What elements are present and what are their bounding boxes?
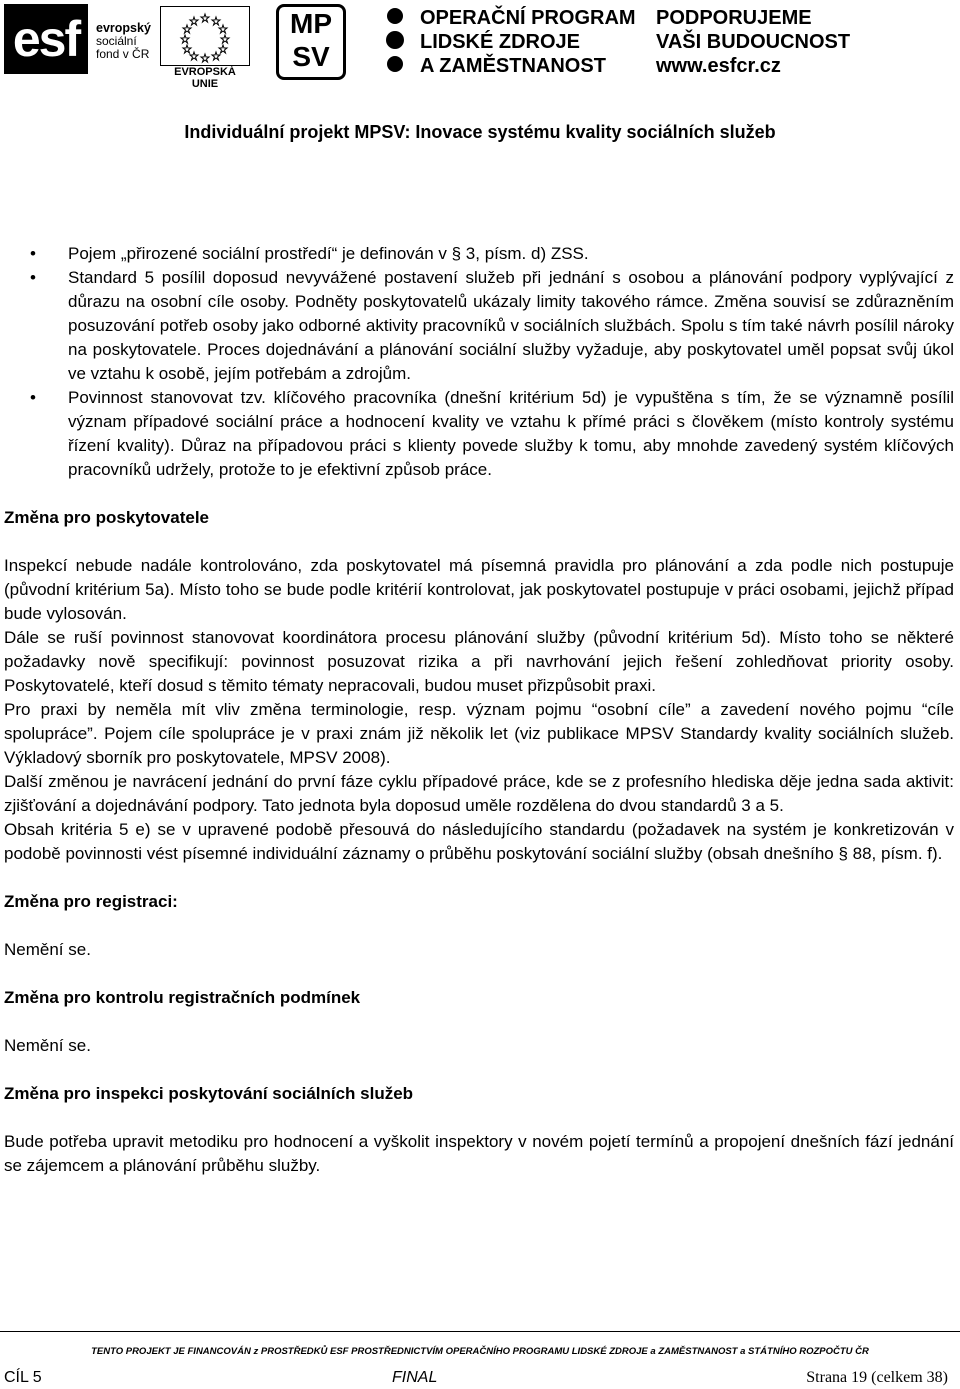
paragraph: Obsah kritéria 5 e) se v upravené podobě přesouvá do následujícího standardu (požadavek na systém je konkretizován v podobě povinnosti vést písemné individuální záznamy o průběhu poskytování sociální služby (obsah dnešního § 88, písm. f). [4, 820, 954, 863]
esf-logo: esf [4, 4, 88, 74]
document-body [4, 242, 954, 1178]
project-title: Individuální projekt MPSV: Inovace systému kvality sociálních služeb [184, 122, 776, 142]
op-lz-logo-text [420, 6, 636, 78]
op-line: LIDSKÉ ZDROJE [420, 31, 581, 53]
eu-stars-icon [161, 7, 249, 65]
support-slogan [656, 6, 850, 78]
op-line: A ZAMĚSTNANOST [420, 55, 606, 77]
bullet-item: • Pojem „přirozené sociální prostředí“ je definován v § 3, písm. d) ZSS. [4, 242, 954, 266]
eu-flag-icon [160, 6, 250, 66]
header-logos [0, 0, 960, 90]
footer-status: FINAL [392, 1369, 438, 1386]
support-url: www.esfcr.cz [656, 55, 781, 77]
section-heading: Změna pro kontrolu registračních podmínek [4, 988, 361, 1007]
eu-label: EVROPSKÁ UNIE [174, 66, 236, 90]
section-heading: Změna pro poskytovatele [4, 508, 210, 527]
mpsv-logo [276, 4, 346, 80]
footer-goal: CÍL 5 [4, 1369, 42, 1386]
support-line: VAŠI BUDOUCNOST [656, 31, 851, 53]
paragraph: Nemění se. [4, 940, 91, 959]
support-line: PODPORUJEME [656, 7, 812, 29]
esf-line: sociální [96, 34, 137, 48]
mpsv-line: MP [290, 8, 332, 39]
op-lz-logo-icon [377, 6, 413, 76]
esf-line: evropský [96, 21, 151, 35]
mpsv-line: SV [292, 41, 330, 72]
bullet-item: • Povinnost stanovovat tzv. klíčového pracovníka (dnešní kritérium 5d) je vypuštěna s tím, že se významně posílil význam případové sociální práce a hodnocení kvality ve vztahu k přímé práci s člověkem (místo kontroly systému řízení kvality). Důraz na případovou práci s klienty povede služby k tomu, aby mnohde zavedený systém klíčových pracovníků udržely, protože to je efektivní způsob práce. [4, 386, 954, 482]
paragraph: Bude potřeba upravit metodiku pro hodnocení a vyškolit inspektory v novém pojetí termínů a propojení dnešních fází jednání se zájemcem a plánování průběhu služby. [4, 1132, 954, 1175]
esf-logo-text [96, 22, 151, 61]
paragraph: Pro praxi by neměla mít vliv změna terminologie, resp. význam pojmu “osobní cíle” a zavedení nového pojmu “cíle spolupráce”. Pojem cíle spolupráce je v praxi znám již několik let (viz publikace MPSV Standardy kvality sociálních služeb. Výkladový sborník pro poskytovatele, MPSV 2008). [4, 700, 954, 767]
paragraph: Dále se ruší povinnost stanovovat koordinátora procesu plánování služby (původní kritérium 5d). Místo toho se některé požadavky nově specifikují: povinnost posuzovat rizika a při navrhování jejich řešení zohledňovat priority osoby. Poskytovatelé, kteří dosud s těmito tématy nepracovali, budou muset přizpůsobit praxi. [4, 628, 954, 695]
footer-page-number: Strana 19 (celkem 38) [806, 1369, 948, 1386]
paragraph: Nemění se. [4, 1036, 91, 1055]
section-heading: Změna pro inspekci poskytování sociálních služeb [4, 1084, 414, 1103]
footer-divider [0, 1331, 960, 1332]
bullet-list [4, 242, 954, 482]
bullet-item: • Standard 5 posílil doposud nevyvážené postavení služeb při jednání s osobou a plánování podpory vyplývající z důrazu na osobní cíle osoby. Podněty poskytovatelů ukázaly limity takového rámce. Změna souvisí se zdůrazněním posuzování potřeb osoby jako odborné aktivity pracovníků v sociálních službách. Spolu s tím také návrh posílil nároky na poskytovatele. Proces dojednávání a plánování sociální služby vyžaduje, aby poskytovatel uměl popsat svůj úkol ve vztahu k osobě, jejím potřebám a zdrojům. [4, 266, 954, 386]
paragraph: Další změnou je navrácení jednání do první fáze cyklu případové práce, kde se z profesního hlediska děje jedna sada aktivit: zjišťování a dojednávání podpory. Tato jednota byla doposud uměle rozdělena do dvou standardů 3 a 5. [4, 772, 954, 815]
section-heading: Změna pro registraci: [4, 892, 178, 911]
esf-line: fond v ČR [96, 47, 150, 61]
footer-funding-note: TENTO PROJEKT JE FINANCOVÁN z PROSTŘEDKŮ ESF PROSTŘEDNICTVÍM OPERAČNÍHO PROGRAMU LIDSKÉ ZDROJE a ZAMĚSTNANOST a STÁTNÍHO ROZPOČTU ČR [91, 1346, 869, 1357]
op-line: OPERAČNÍ PROGRAM [420, 7, 636, 29]
paragraph: Inspekcí nebude nadále kontrolováno, zda poskytovatel má písemná pravidla pro plánování a zda podle nich postupuje (původní kritérium 5a). Místo toho se bude podle kritérií kontrolovat, jak poskytovatel postupuje v práci osobami, jejichž případ bude vylosován. [4, 556, 954, 623]
